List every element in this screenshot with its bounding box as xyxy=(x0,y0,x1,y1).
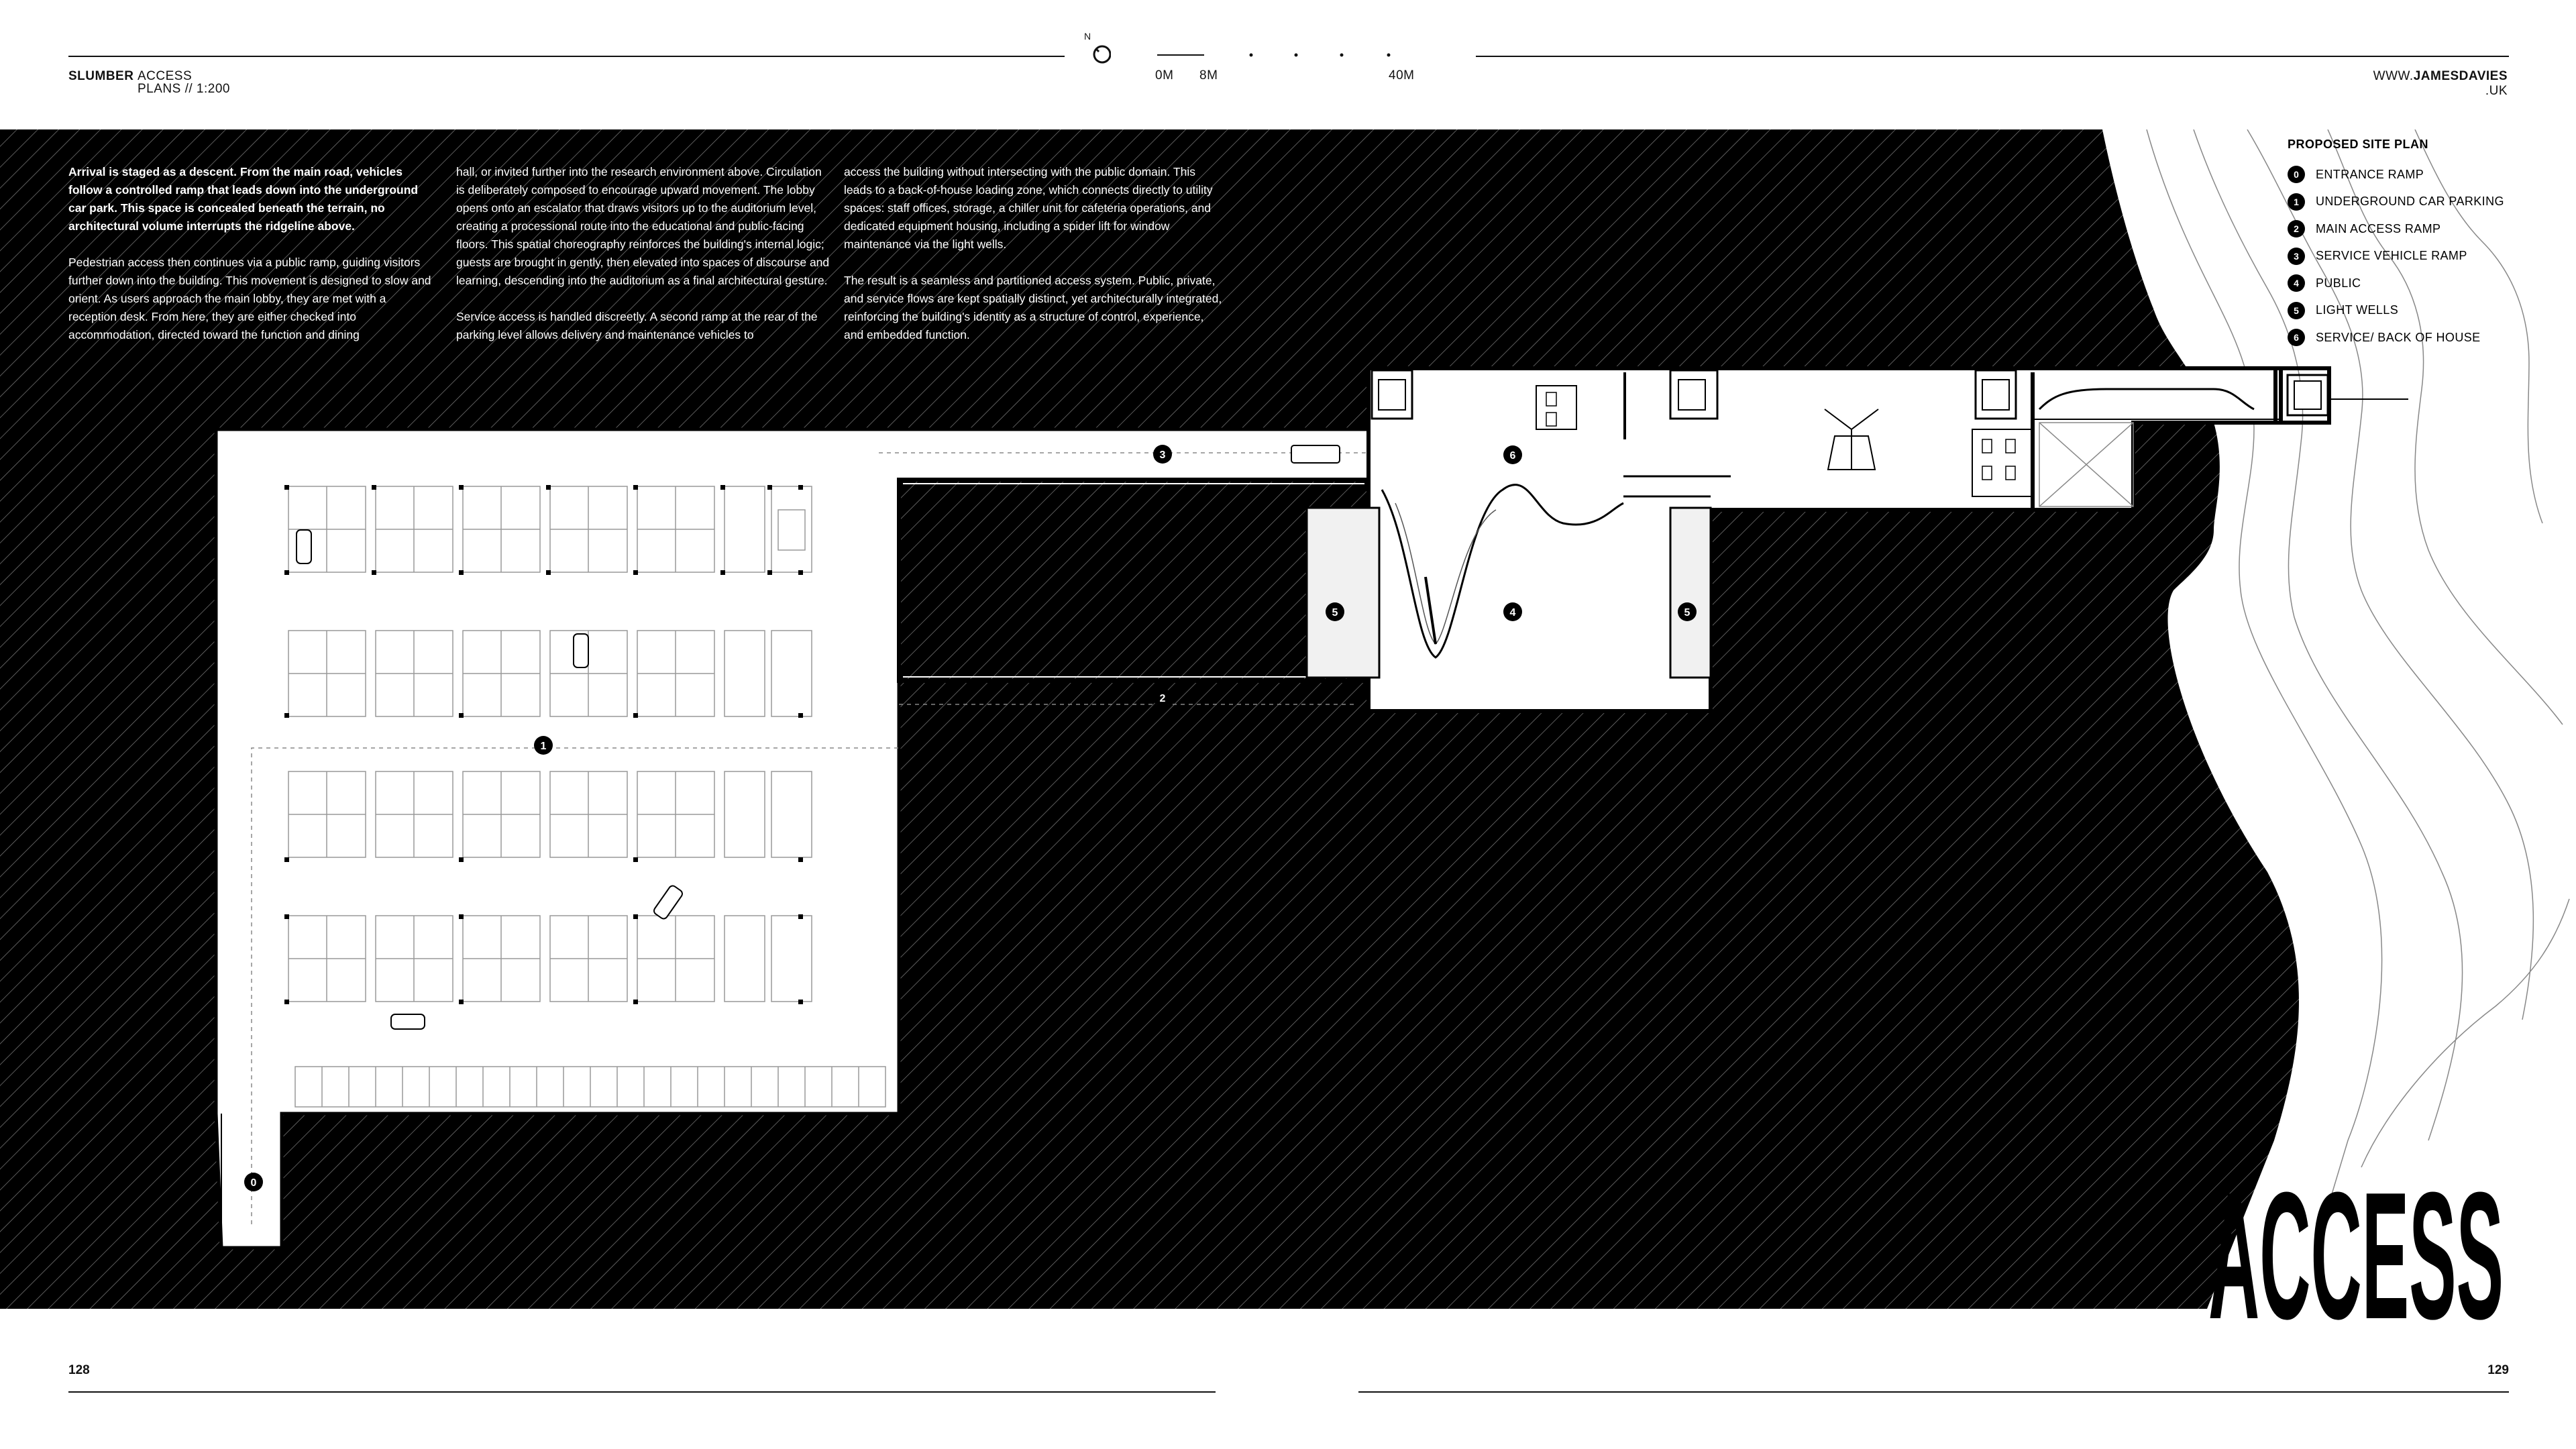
marker-0: 0 xyxy=(250,1177,257,1189)
marker-6: 6 xyxy=(1509,450,1516,462)
legend-label: MAIN ACCESS RAMP xyxy=(2316,221,2441,235)
legend-number: 5 xyxy=(2288,302,2305,319)
legend-item xyxy=(2288,297,2556,325)
lead-paragraph: Arrival is staged as a descent. From the main road, vehicles follow a controlled ramp that leads down into the underground car park. This space is concealed beneath the terrain, no architectural volume interrupts the ridgeline above. xyxy=(68,165,419,233)
paragraph-3: hall, or invited further into the research environment above. Circulation is deliberately composed to encourage upward movement. The lobby opens onto an escalator that draws visitors up to the auditorium level, creating a processional route into the educational and public-facing floors. This spatial choreography reinforces the building's internal logic; guests are brought in gently, then elevated into spaces of discourse and learning, descending into the auditorium as a final architectural gesture. xyxy=(456,165,830,287)
website[interactable]: WWW.JAMESDAVIES .UK xyxy=(2373,69,2508,98)
legend-number: 0 xyxy=(2288,166,2305,183)
legend-label: SERVICE/ BACK OF HOUSE xyxy=(2316,330,2481,344)
site-plan-plate xyxy=(0,129,2576,1309)
paragraph-5: access the building without intersecting with the public domain. This leads to a back-of-house loading zone, which connects directly to utility spaces: staff offices, storage, a chiller unit for cafeteria operations, and dedicated equipment housing, including a spider lift for window maintenance via the light wells. xyxy=(844,165,1213,251)
section-name: ACCESS xyxy=(138,69,193,83)
page-title xyxy=(2208,1140,2510,1328)
legend-number: 2 xyxy=(2288,220,2305,237)
header-rule-right xyxy=(1476,56,2509,57)
marker-5b: 5 xyxy=(1684,607,1690,619)
paragraph-4: Service access is handled discreetly. A second ramp at the rear of the parking level allows delivery and maintenance vehicles to xyxy=(456,310,818,341)
marker-4: 4 xyxy=(1509,607,1516,619)
footer-rule-left xyxy=(68,1391,1216,1393)
north-label: N xyxy=(1084,31,1091,42)
legend-item xyxy=(2288,215,2556,243)
legend-label: SERVICE VEHICLE RAMP xyxy=(2316,249,2467,263)
website-domain: .UK xyxy=(2485,84,2508,98)
north-arrow-icon xyxy=(1077,31,1111,71)
legend-number: 4 xyxy=(2288,274,2305,292)
legend-item xyxy=(2288,161,2556,189)
scale-label-8: 8M xyxy=(1199,68,1218,83)
text-column-3 xyxy=(844,163,1226,362)
scale-label-0: 0M xyxy=(1155,68,1174,83)
marker-3: 3 xyxy=(1159,449,1166,461)
marker-2: 2 xyxy=(1159,693,1166,704)
legend-label: PUBLIC xyxy=(2316,276,2361,290)
paragraph-6: The result is a seamless and partitioned access system. Public, private, and service flows are kept spatially distinct, yet architecturally integrated, reinforcing the building's identity as a structure of control, experience, and embedded function. xyxy=(844,274,1222,341)
legend-label: UNDERGROUND CAR PARKING xyxy=(2316,195,2504,209)
legend-label: LIGHT WELLS xyxy=(2316,303,2399,317)
legend-number: 1 xyxy=(2288,193,2305,211)
paragraph-2: Pedestrian access then continues via a public ramp, guiding visitors further down into the building. This movement is designed to slow and orient. As users approach the main lobby, they are met with a reception desk. From here, they are either checked into accommodation, directed toward the function and dining xyxy=(68,256,431,341)
legend-number: 3 xyxy=(2288,248,2305,265)
legend-item xyxy=(2288,324,2556,352)
legend-item xyxy=(2288,270,2556,297)
text-column-1 xyxy=(68,163,436,362)
text-column-2 xyxy=(456,163,832,362)
scale-label-40: 40M xyxy=(1389,68,1415,83)
section-scale: PLANS // 1:200 xyxy=(138,82,230,96)
legend-title: PROPOSED SITE PLAN xyxy=(2288,138,2429,151)
page-number-right: 129 xyxy=(2487,1363,2509,1377)
scale-bar xyxy=(1154,47,1415,87)
marker-1: 1 xyxy=(540,741,547,752)
marker-5a: 5 xyxy=(1332,607,1338,619)
header-rule-left xyxy=(68,56,1065,57)
footer-rule-right xyxy=(1358,1391,2509,1393)
legend-number: 6 xyxy=(2288,329,2305,346)
legend xyxy=(2288,138,2556,352)
project-name: SLUMBER xyxy=(68,69,134,83)
page-number-left: 128 xyxy=(68,1363,90,1377)
legend-item xyxy=(2288,189,2556,216)
legend-item xyxy=(2288,243,2556,270)
title-text: ACCESS xyxy=(2208,1155,2504,1328)
legend-label: ENTRANCE RAMP xyxy=(2316,167,2424,181)
